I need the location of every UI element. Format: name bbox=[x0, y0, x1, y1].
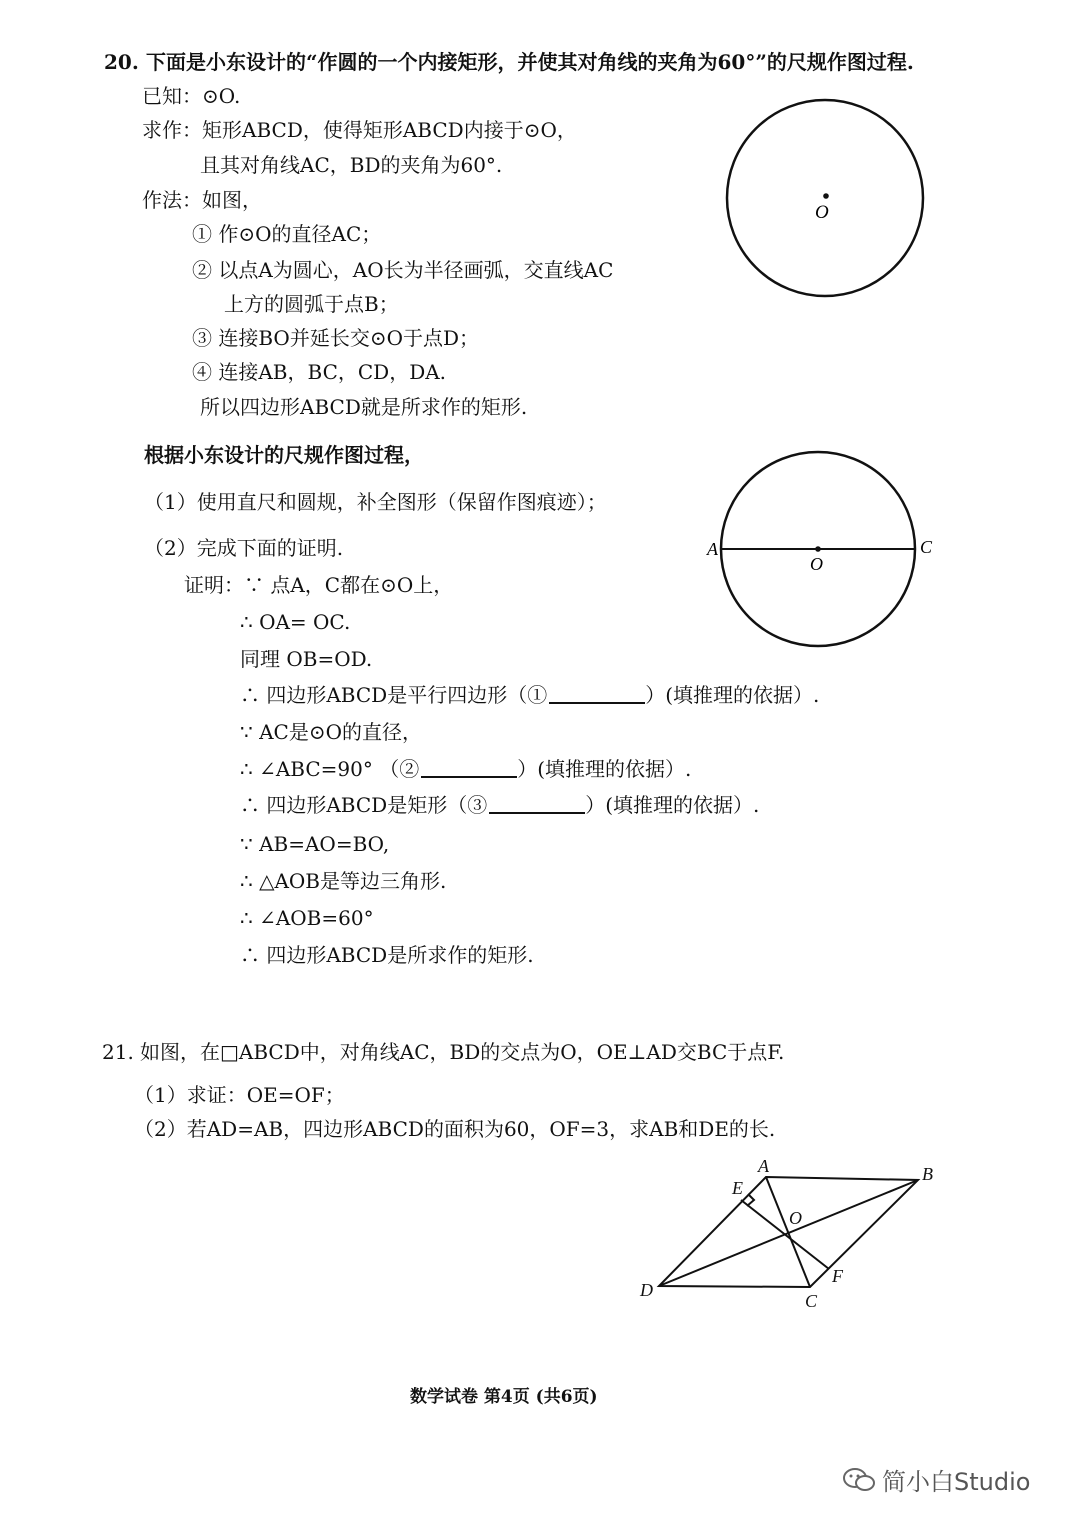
diagonal-ac bbox=[766, 1177, 810, 1287]
q20-seek-line2: 且其对角线AC，BD的夹角为60°. bbox=[200, 153, 503, 177]
watermark-text: 简小白Studio bbox=[882, 1468, 1031, 1496]
proof-line5: ∵ AC是⊙O的直径， bbox=[240, 720, 422, 744]
label-f: F bbox=[832, 1266, 843, 1286]
label-o-2: O bbox=[810, 554, 823, 574]
q20-number: 20. bbox=[104, 50, 139, 74]
figure-circle-o bbox=[727, 100, 923, 296]
proof-line11: ∴ 四边形ABCD是所求作的矩形. bbox=[240, 943, 534, 967]
q20-basis: 根据小东设计的尺规作图过程， bbox=[144, 443, 424, 467]
segment-ef bbox=[741, 1200, 829, 1269]
q21-part2: （2）若AD=AB，四边形ABCD的面积为60，OF=3，求AB和DE的长. bbox=[134, 1117, 776, 1141]
label-b: B bbox=[922, 1164, 933, 1184]
label-c-2: C bbox=[920, 537, 933, 557]
proof-line10: ∴ ∠AOB=60° bbox=[240, 906, 374, 930]
wechat-icon bbox=[842, 1467, 876, 1493]
q21-title: 如图，在□ABCD中，对角线AC，BD的交点为O，OE⊥AD交BC于点F. bbox=[140, 1040, 785, 1064]
q20-method: 作法：如图， bbox=[142, 188, 262, 212]
figure-parallelogram bbox=[659, 1177, 918, 1287]
proof-line3: 同理 OB=OD. bbox=[240, 647, 373, 671]
label-c: C bbox=[805, 1291, 818, 1311]
diagonal-bd bbox=[659, 1180, 918, 1286]
label-d: D bbox=[640, 1280, 653, 1300]
figure-circle-diameter bbox=[706, 452, 933, 646]
center-point-1 bbox=[823, 193, 829, 199]
proof-line4-text: ∴ 四边形ABCD是平行四边形（① bbox=[240, 683, 548, 707]
q20-seek-line1: 求作：矩形ABCD，使得矩形ABCD内接于⊙O， bbox=[142, 118, 577, 142]
q20-title: 下面是小东设计的“作圆的一个内接矩形，并使其对角线的夹角为60°”的尺规作图过程. bbox=[146, 50, 914, 74]
page-footer: 数学试卷 第4页 (共6页) bbox=[410, 1387, 598, 1407]
q21-part1: （1）求证：OE=OF； bbox=[134, 1083, 345, 1107]
center-point-2 bbox=[815, 546, 821, 552]
label-o-1: O bbox=[815, 202, 829, 223]
proof-line8: ∵ AB=AO=BO, bbox=[240, 832, 390, 856]
label-e: E bbox=[732, 1178, 743, 1198]
proof-line6-text: ∴ ∠ABC=90° （② bbox=[240, 757, 420, 781]
q20-step2-line2: 上方的圆弧于点B； bbox=[224, 292, 399, 316]
q20-part2: （2）完成下面的证明. bbox=[144, 536, 344, 560]
q20-part1: （1）使用直尺和圆规，补全图形（保留作图痕迹）； bbox=[144, 490, 607, 514]
q20-conclusion: 所以四边形ABCD就是所求作的矩形. bbox=[200, 395, 528, 419]
proof-line4-tail: ）(填推理的依据）. bbox=[645, 683, 820, 707]
q20-step4: ④ 连接AB，BC，CD，DA. bbox=[192, 360, 447, 384]
label-o: O bbox=[789, 1208, 802, 1228]
q20-given: 已知：⊙O. bbox=[142, 84, 241, 108]
q20-step3: ③ 连接BO并延长交⊙O于点D； bbox=[192, 326, 480, 350]
proof-line7-tail: ）(填推理的依据）. bbox=[585, 793, 760, 817]
label-a-2: A bbox=[707, 539, 718, 559]
proof-line9: ∴ △AOB是等边三角形. bbox=[240, 869, 447, 893]
proof-line6-tail: ）(填推理的依据）. bbox=[517, 757, 692, 781]
watermark bbox=[842, 1462, 1030, 1497]
label-a: A bbox=[758, 1156, 769, 1176]
proof-line7-text: ∴ 四边形ABCD是矩形（③ bbox=[240, 793, 488, 817]
proof-line1: 证明：∵ 点A，C都在⊙O上， bbox=[184, 573, 454, 597]
q20-step1: ① 作⊙O的直径AC； bbox=[192, 222, 382, 246]
q21-number: 21. bbox=[102, 1040, 134, 1064]
proof-line2: ∴ OA= OC. bbox=[240, 610, 351, 634]
q20-step2-line1: ② 以点A为圆心，AO长为半径画弧，交直线AC bbox=[192, 258, 614, 282]
